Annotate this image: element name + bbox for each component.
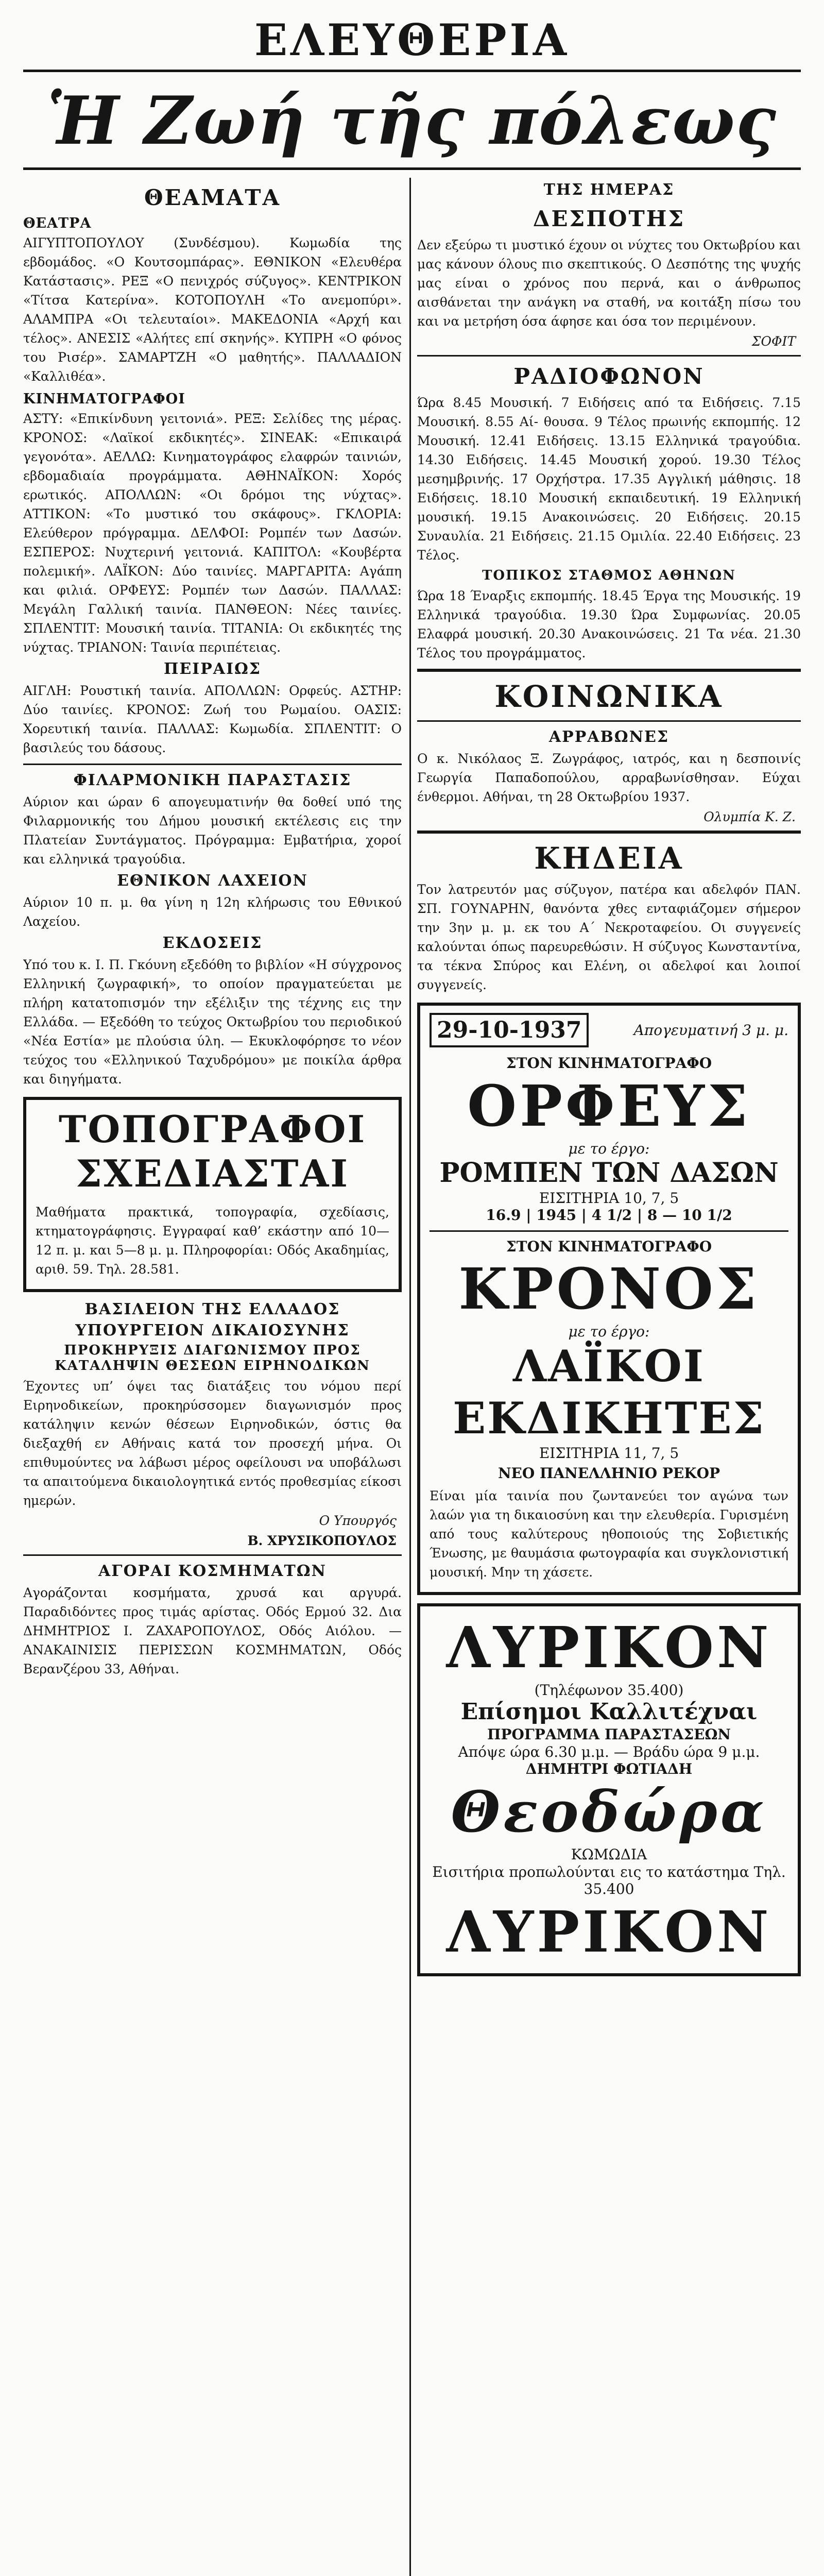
ministry-heading: ΥΠΟΥΡΓΕΙΟΝ ΔΙΚΑΙΟΣΥΝΗΣ <box>75 1321 350 1340</box>
masthead-rule-bottom <box>23 167 801 170</box>
lottery-heading: ΕΘΝΙΚΟΝ ΛΑΧΕΙΟΝ <box>117 872 308 890</box>
lyricon-show: Θεοδώρα <box>451 1778 767 1845</box>
philharmonic-heading: ΦΙΛΑΡΜΟΝΙΚΗ ΠΑΡΑΣΤΑΣΙΣ <box>73 771 352 789</box>
divider <box>417 669 801 672</box>
lyricon-times: Απόψε ώρα 6.30 μ.μ. — Βράδυ ώρα 9 μ.μ. <box>458 1743 760 1760</box>
lottery-text: Αύριον 10 π. μ. θα γίνη η 12η κλήρωσις του Εθνικού Λαχείου. <box>23 895 402 929</box>
masthead-rule-top <box>23 70 801 72</box>
lyricon-ad <box>417 1603 801 1976</box>
cinema-listings: ΑΣΤΥ: «Επικίνδυνη γειτονιά». ΡΕΞ: Σελίδες της μέρας. ΚΡΟΝΟΣ: «Λαϊκοί εκδικητές». ΣΙΝΕΑΚ: «Επικαιρά γεγονότα». ΑΕΛΛΩ: Κινηματογράφος ελαφρών ταινιών, εβδομαδιαία προγράμματα. ΑΘΗΝΑΪΚΟΝ: Χορός ερωτικός. ΑΠΟΛΛΩΝ: «Οι δρόμοι της νύχτας». ΑΤΤΙΚΟΝ: «Το μυστικό του σκάφους». ΓΚΛΟΡΙΑ: Ελεύθερον πρόγραμμα. ΔΕΛΦΟΙ: Ρομπέν των Δασών. ΕΣΠΕΡΟΣ: Νυχτερινή γειτονιά. ΚΑΠΙΤΟΛ: «Κουβέρτα πολεμική». ΛΑΪΚΟΝ: Δύο ταινίες. ΜΑΡΓΑΡΙΤΑ: Αγάπη και φιλιά. ΟΡΦΕΥΣ: Ρομπέν των Δασών. ΠΑΛΛΑΣ: Μεγάλη Γαλλική ταινία. ΠΑΝΘΕΟΝ: Νέες ταινίες. ΣΠΛΕΝΤΙΤ: Μουσική ταινία. ΤΙΤΑΝΙΑ: Οι εκδικητές της νύχτας. ΤΡΙΑΝΟΝ: Ταινία περιπέτειας. <box>23 411 402 655</box>
station-program: Ώρα 18 Έναρξις εκπομπής. 18.45 Έργα της Μουσικής. 19 Ελληνικά τραγούδια. 19.30 Ώρα Συμφωνίας. 20.05 Ελαφρά μουσική. 20.30 Ανακοινώσεις. 21 Τα νέα. 21.30 Τέλος του προγράμματος. <box>417 588 801 660</box>
divider <box>23 764 402 765</box>
day-subheading: ΔΕΣΠΟΤΗΣ <box>533 206 685 231</box>
right-column <box>417 178 801 2576</box>
cinema-ad-hall-kronos: ΚΡΟΝΟΣ <box>458 1256 760 1323</box>
cinema-ad-hall-orfeus: ΟΡΦΕΥΣ <box>467 1072 751 1139</box>
lyricon-tickets: Εισιτήρια προπωλούνται εις το κατάστημα Τηλ. 35.400 <box>432 1863 786 1898</box>
theater-listings: ΑΙΓΥΠΤΟΠΟΥΛΟΥ (Συνδέσμου). Κωμωδία της εβδομάδος. «Ο Κουτσομπάρας». ΕΘΝΙΚΟΝ «Ελευθέρα Κατάστασις». ΡΕΞ «Ο πενιχρός σύζυγος». ΚΕΝΤΡΙΚΟΝ «Τίτσα Κατερίνα». ΚΟΤΟΠΟΥΛΗ «Το ανεμοπύρι». ΑΛΑΜΠΡΑ «Οι τελευταίοι». ΜΑΚΕΔΟΝΙΑ «Αρχή και τέλος». ΑΝΕΣΙΣ «Αλήτες επί σκηνής». ΚΥΠΡΗ «Ο φόνος του Ρισέρ». ΣΑΜΑΡΤΖΗ «Ο μαθητής». ΠΑΛΛΑΔΙΟΝ «Καλλιθέα». <box>23 235 402 384</box>
kingdom-heading: ΒΑΣΙΛΕΙΟΝ ΤΗΣ ΕΛΛΑΔΟΣ <box>84 1300 340 1318</box>
column-divider <box>409 178 411 2576</box>
day-signature: ΣΟΦΙΤ <box>751 334 796 349</box>
left-column <box>23 178 402 2576</box>
cinema-ad-admission: ΕΙΣΙΤΗΡΙΑ 10, 7, 5 <box>539 1189 679 1207</box>
cinema-ad-work-label: με το έργο: <box>568 1140 650 1157</box>
paper-title: ΕΛΕΥΘΕΡΙΑ <box>254 14 570 65</box>
divider <box>417 831 801 834</box>
cinema-ad-hours: Απογευματινή 3 μ. μ. <box>633 1022 788 1039</box>
cinema-ad-at-label: ΣΤΟΝ ΚΙΝΗΜΑΤΟΓΡΑΦΟ <box>506 1055 712 1072</box>
divider <box>23 1554 402 1556</box>
masthead <box>23 5 801 170</box>
notice-heading: ΠΡΟΚΗΡΥΞΙΣ ΔΙΑΓΩΝΙΣΜΟΥ ΠΡΟΣ ΚΑΤΑΛΗΨΙΝ ΘΕΣΕΩΝ ΕΙΡΗΝΟΔΙΚΩΝ <box>55 1342 370 1374</box>
piraeus-listings: ΑΙΓΛΗ: Ρουστική ταινία. ΑΠΟΛΛΩΝ: Ορφεύς. ΑΣΤΗΡ: Δύο ταινίες. ΚΡΟΝΟΣ: Ζωή του Ρωμαίου. ΟΑΣΙΣ: Χορευτική ταινία. ΠΑΛΛΑΣ: Κωμωδία. ΣΠΛΕΝΤΙΤ: Ο βασιλεύς του δάσους. <box>23 683 402 755</box>
topographers-ad-text: Μαθήματα πρακτικά, τοπογραφία, σχεδίασις, κτηματογράφησις. Εγγραφαί καθ’ εκάστην από 10—12 π. μ. και 5—8 μ. μ. Πληροφορίαι: Οδός Ακαδημίας, αριθ. 59. Τηλ. 28.581. <box>36 1204 389 1277</box>
cinema-ad-text: Είναι μία ταινία που ζωντανεύει τον αγώνα των λαών για τη δικαιοσύνη και την ελευθερία. Γυρισμένη από τους καλύτερους ηθοποιούς της Σοβιετικής Ένωσης, με θαυμάσια φωτογραφία και συγκλονιστική μουσική. Μην τη χάσετε. <box>430 1488 788 1580</box>
radio-program: Ώρα 8.45 Μουσική. 7 Ειδήσεις από τα Ειδήσεις. 7.15 Μουσική. 8.55 Αί- θουσα. 9 Τέλος πρωινής εκπομπής. 12 Μουσική. 12.41 Ειδήσεις. 13.15 Ελληνικά τραγούδια. 14.30 Ειδήσεις. 14.45 Μουσική χορού. 19.30 Τέλος μεσημβρινής. 17 Ορχήστρα. 17.35 Αγγλική μάθησις. 18 Ειδήσεις. 18.10 Μουσική εκπαιδευτική. 19 Ελληνική μουσική. 19.15 Ανακοινώσεις. 20 Ειδήσεις. 20.15 Συναυλία. 21 Ειδήσεις. 21.15 Ομιλία. 22.40 Ειδήσεις. 23 Τέλος. <box>417 395 801 563</box>
radio-heading: ΡΑΔΙΟΦΩΝΟΝ <box>513 364 705 389</box>
day-column-text: Δεν εξεύρω τι μυστικό έχουν οι νύχτες του Οκτωβρίου και μας κάνουν όλους πιο σκεπτικούς. Ο Δεσπότης της ψυχής μας είναι ο χρόνος που περνά, και ο άνθρωπος αισθάνεται την ανάγκη να σταθή, να κοιτάξη πίσω του και να μετρήση όσα άφησε και όσα τον περιμένουν. <box>417 238 801 329</box>
lyricon-genre: ΚΩΜΩΔΙΑ <box>571 1845 647 1863</box>
cinema-ad <box>417 1003 801 1595</box>
jewelry-heading: ΑΓΟΡΑΙ ΚΟΣΜΗΜΑΤΩΝ <box>98 1562 327 1580</box>
piraeus-heading: ΠΕΙΡΑΙΩΣ <box>163 660 261 678</box>
cinema-ad-work-label-2: με το έργο: <box>568 1323 650 1341</box>
cinema-ad-header <box>430 1013 788 1047</box>
cinema-ad-at-label-2: ΣΤΟΝ ΚΙΝΗΜΑΤΟΓΡΑΦΟ <box>506 1238 712 1255</box>
lyricon-program: ΠΡΟΓΡΑΜΜΑ ΠΑΡΑΣΤΑΣΕΩΝ <box>487 1726 731 1743</box>
cinema-subheading: ΚΙΝΗΜΑΤΟΓΡΑΦΟΙ <box>23 391 185 407</box>
lyricon-name-bottom: ΛΥΡΙΚΟΝ <box>446 1898 772 1965</box>
social-heading: ΚΟΙΝΩΝΙΚΑ <box>494 679 724 714</box>
cinema-ad-blurb: ΝΕΟ ΠΑΝΕΛΛΗΝΙΟ ΡΕΚΟΡ <box>497 1465 720 1482</box>
notice-signature-role: Ο Υπουργός <box>319 1513 397 1528</box>
day-heading: ΤΗΣ ΗΜΕΡΑΣ <box>543 181 675 199</box>
funeral-text: Τον λατρευτόν μας σύζυγον, πατέρα και αδελφόν ΠΑΝ. ΣΠ. ΓΟΥΝΑΡΗΝ, θανόντα χθες ενταφιάζομεν σήμερον την 3ην μ. μ. εκ του Α΄ Νεκροταφείου. Οι συγγενείς καλούνται όπως παρευρεθώσιν. Η σύζυγος Κωνσταντίνα, τα τέκνα Σπύρος και Ελένη, οι αδελφοί και λοιποί συγγενείς. <box>417 882 801 992</box>
station-heading: ΤΟΠΙΚΟΣ ΣΤΑΘΜΟΣ ΑΘΗΝΩΝ <box>482 568 736 583</box>
publications-heading: ΕΚΔΟΣΕΙΣ <box>162 934 263 952</box>
cinema-ad-date: 29-10-1937 <box>430 1013 589 1047</box>
engagement-text: Ο κ. Νικόλαος Ξ. Ζωγράφος, ιατρός, και η δεσποινίς Γεωργία Παπαδοπούλου, αρραβωνίσθησαν. Εύχαι ένθερμοι. Αθήναι, τη 28 Οκτωβρίου 1937. <box>417 751 801 804</box>
divider <box>417 720 801 722</box>
jewelry-text: Αγοράζονται κοσμήματα, χρυσά και αργυρά. Παραδιδόντες προς τιμάς αρίστας. Οδός Ερμού 32. Δια ΔΗΜΗΤΡΙΟΣ Ι. ΖΑΧΑΡΟΠΟΥΛΟΣ, Οδός Αιόλου. — ΑΝΑΚΑΙΝΙΣΙΣ ΠΕΡΙΣΣΩΝ ΚΟΣΜΗΜΑΤΩΝ, Οδός Βερανζέρου 33, Αθήναι. <box>23 1585 402 1676</box>
section-title: Ἡ Ζωή τῆς πόλεως <box>47 82 777 160</box>
cinema-ad-admission-2: ΕΙΣΙΤΗΡΙΑ 11, 7, 5 <box>539 1444 679 1462</box>
funeral-heading: ΚΗΔΕΙΑ <box>534 841 684 876</box>
cinema-ad-showtimes: 16.9 | 1945 | 4 1/2 | 8 — 10 1/2 <box>486 1207 732 1224</box>
publications-text: Υπό του κ. Ι. Π. Γκόυνη εξεδόθη το βιβλίον «Η σύγχρονος Ελληνική ζωγραφική», το οποίον πραγματεύεται με πλήρη κατατοπισμόν την εξέλιξιν της τέχνης εις την Ελλάδα. — Εξεδόθη το τεύχος Οκτωβρίου του περιοδικού «Νέα Εστία» με πλούσια ύλη. — Εκυκλοφόρησε το νέον τεύχος του «Ελληνικού Ταχυδρόμου» με ποικίλα άρθρα και διηγήματα. <box>23 957 402 1087</box>
theater-subheading: ΘΕΑΤΡΑ <box>23 215 92 231</box>
cinema-ad-film-robin: ΡΟΜΠΕΝ ΤΩΝ ΔΑΣΩΝ <box>439 1157 779 1189</box>
topographers-ad-title: ΤΟΠΟΓΡΑΦΟΙ ΣΧΕΔΙΑΣΤΑΙ <box>58 1107 367 1196</box>
philharmonic-text: Αύριον και ώραν 6 απογευματινήν θα δοθεί υπό της Φιλαρμονικής του Δήμου μουσική εκτέλεσις εις την Πλατείαν Συντάγματος. Πρόγραμμα: Εμβατήρια, χοροί και ελληνικά τραγούδια. <box>23 794 402 867</box>
divider <box>417 355 801 357</box>
lyricon-troupe: Επίσημοι Καλλιτέχναι <box>460 1699 758 1725</box>
newspaper-page <box>23 0 801 2576</box>
notice-signature-name: Β. ΧΡΥΣΙΚΟΠΟΥΛΟΣ <box>247 1533 397 1548</box>
lyricon-name: ΛΥΡΙΚΟΝ <box>446 1614 772 1681</box>
divider <box>430 1230 788 1232</box>
lyricon-phone: (Τηλέφωνον 35.400) <box>534 1681 684 1699</box>
theaters-heading: ΘΕΑΜΑΤΑ <box>144 185 281 210</box>
engagement-heading: ΑΡΡΑΒΩΝΕΣ <box>548 728 670 746</box>
topographers-ad <box>23 1097 402 1292</box>
lyricon-director: ΔΗΜΗΤΡΙ ΦΩΤΙΑΔΗ <box>525 1760 693 1778</box>
cinema-ad-film-laikoi: ΛΑΪΚΟΙ ΕΚΔΙΚΗΤΕΣ <box>453 1340 765 1444</box>
engagement-signature: Ολυμπία Κ. Ζ. <box>703 809 796 824</box>
notice-text: Έχοντες υπ’ όψει τας διατάξεις του νόμου περί Ειρηνοδικείων, προκηρύσσομεν διαγωνισμόν προς κατάληψιν κενών θέσεων Ειρηνοδικών, όστις θα διεξαχθή εν Αθήναις κατά τον προσεχή μήνα. Οι επιθυμούντες να λάβωσι μέρος οφείλουσι να υποβάλωσι τα απαιτούμενα δικαιολογητικά εντός προθεσμίας είκοσι ημερών. <box>23 1378 402 1508</box>
